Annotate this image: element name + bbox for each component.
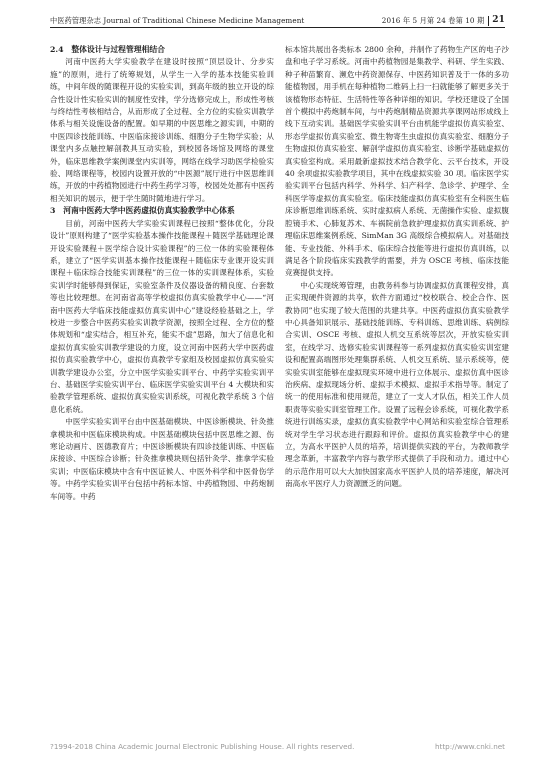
issue-text: 2016 年 5 月第 24 卷第 10 期 [381,16,485,25]
paragraph: 目前，河南中医药大学实验实训课程已按照“整体优化，分段设计”原则构建了“医学实验基本操作技能课程＋随医学基础理论课开设实验课程＋医学综合设计实验课程”的三位一体的实验课程体系，建立了“医学实训基本操作技能课程＋随临床专业课开设实训课程＋临床综合技能实训课程”的三位一体的实训课程体系，实验实训学时能够得到保证，实验室条件及仪器设备的精良度、台套数等也比较理想。在河南省高等学校虚拟仿真实验教学中心——“河南中医药大学临床技能虚拟仿真实训中心”建设经验基础之上，学校进一步整合中医药实验实训教学资源，按照全过程、全方位的整体规划和“虚实结合，相互补充，能实不虚”思路，加大了信息化和虚拟仿真实验实训教学建设的力度，设立河南中医药大学中医药虚拟仿真实验教学中心，虚拟仿真教学专家组及校园虚拟仿真实验实训教学建设办公室，分立中医学实验实训平台、中药学实验实训平台、基础医学实验实训平台、临床医学实验实训平台 4 大模块和实验教学管理系统、虚拟仿真实验实训系统，可视化教学系统 3 个信息化系统。 [50,218,274,414]
journal-name: 中医药管理杂志 Journal of Traditional Chinese Medicine Management [50,16,305,25]
page-footer [50,742,505,751]
left-column [50,44,274,503]
copyright-notice: ?1994-2018 China Academic Journal Electronic Publishing House. All rights reserved. [50,742,355,751]
header-rule [50,27,505,28]
paragraph: 河南中医药大学实验教学在建设时按照“顶层设计、分步实施”的原则，进行了统筹规划，从学生一入学的基本技能实验训练，中间年级的随课程开设的实验实训，到高年级的独立开设的综合性设计性实验实训的制度性安排，学分选修完成上，形成性考核与终结性考核相结合，从而形成了全过程、全方位的实验实训教学体系与相关设施设备的配置。如早期的中医思维之源实训，中期的中医四诊技能训练、中医临床接诊训练、细胞分子生物学实验；从课堂内多点触控解剖教具互动实验，到校园各场馆及网络的课堂外，临床思维教学案例课堂内实训等，网络在线学习助医学检验实验、网络课程等，校园内设置开放的“中医源”展厅进行中医思维训练，开放的中药植物园进行中药生药学习等，校园处处都有中医药相关知识的展示，便于学生随时随地进行学习。 [50,57,274,203]
running-header [50,12,505,26]
paragraph: 中心实现统筹管理，由教务科参与协调虚拟仿真课程安排，真正实现硬件资源的共享，软件方面通过“校校联合、校企合作、医教协同”也实现了较大范围的共建共享。中医药虚拟仿真实验教学中心具备知识展示、基础技能训练、专科训练、思维训练、病例综合实训、OSCE 考核、虚拟人机交互系统等层次，开放实验实训室，在线学习、选修实验实训课程等一系列虚拟仿真实验实训室建设和配置高端图形处理集群系统、人机交互系统、显示系统等，使实验实训室能够在虚拟现实环境中进行立体展示、虚拟仿真中医诊治疾病、虚拟现场分析、虚拟手术模拟、虚拟手术指导等。制定了统一的使用标准和使用规范，建立了一支人才队伍，相关工作人员职责等实验实训室管理工作。设置了远程会诊系统，可视化教学系统进行训练实录，虚拟仿真实验教学中心网站和实验室综合管理系统对学生学习状态进行跟踪和评价。虚拟仿真实验教学中心的建立，为高水平医护人员的培养，培训提供实践的平台，为教师教学理念革新，丰富教学内容与教学形式提供了手段和动力。通过中心的示范作用可以大大加快国家高水平医护人员的培养速度，解决河南高水平医疗人力资源匮乏的问题。 [285,280,509,489]
issue-info [382,16,505,26]
section-heading-3: 3 河南中医药大学中医药虚拟仿真实验教学中心体系 [50,206,235,216]
paragraph: 中医学实验实训平台由中医基础模块、中医诊断模块、针灸推拿模块和中医临床模块构成。中医基础模块包括中医思维之源、伤寒论动画片、医德教育片；中医诊断模块有四诊技能训练、中医临床接诊、中医综合诊断；针灸推拿模块则包括针灸学、推拿学实验实训；中医临床模块中含有中医证候人、中医外科学和中医骨伤学等。中药学实验实训平台包括中药标本馆、中药植物园、中药炮制车间等。中药 [50,417,274,501]
paragraph: 标本馆共展出各类标本 2800 余种，并制作了药物生产区的电子沙盘和电子学习系统。河南中药植物园是集教学、科研、学生实践、种子种苗繁育、濒危中药资源保存、中医药知识普及于一体的多功能植物园，用手机在每种植物二维码上扫一扫就能够了解更多关于该植物形态特征、生活特性等各种详细的知识。学校还建设了全国首个模拟中药炮制车间，与中药炮制精品资源共享课网站形成线上线下互动实训。基础医学实验实训平台由机能学虚拟仿真实验室、形态学虚拟仿真实验室、微生物寄生虫虚拟仿真实验室、细胞分子生物虚拟仿真实验室、解剖学虚拟仿真实验室、诊断学基础虚拟仿真实验室构成。采用最新虚拟技术结合教学化、云平台技术，开设 40 余项虚拟实验教学项目，其中在线虚拟实验 30 项。临床医学实验实训平台包括内科学、外科学、妇产科学、急诊学、护理学、全科医学等虚拟仿真实验室。临床技能虚拟仿真实验室有全科医生临床诊断思维训练系统、实时虚拟病人系统、无菌操作实验、虚拟腹腔镜手术、心肺复苏术、车祸院前急救护理虚拟仿真实训系统、护理临床思维案例系统、SimMan 3G 高级综合模拟病人。对基础技能、专业技能、外科手术、临床综合技能等进行虚拟仿真训练，以满足各个阶段临床实践教学的需要，并为 OSCE 考核、临床技能竞赛提供支持。 [285,45,510,278]
right-column [285,44,509,491]
section-heading-2-4: 2.4 整体设计与过程管理相结合 [50,45,165,54]
page-number: 21 [488,16,505,26]
footer-url[interactable]: http://www.cnki.net [434,742,505,751]
